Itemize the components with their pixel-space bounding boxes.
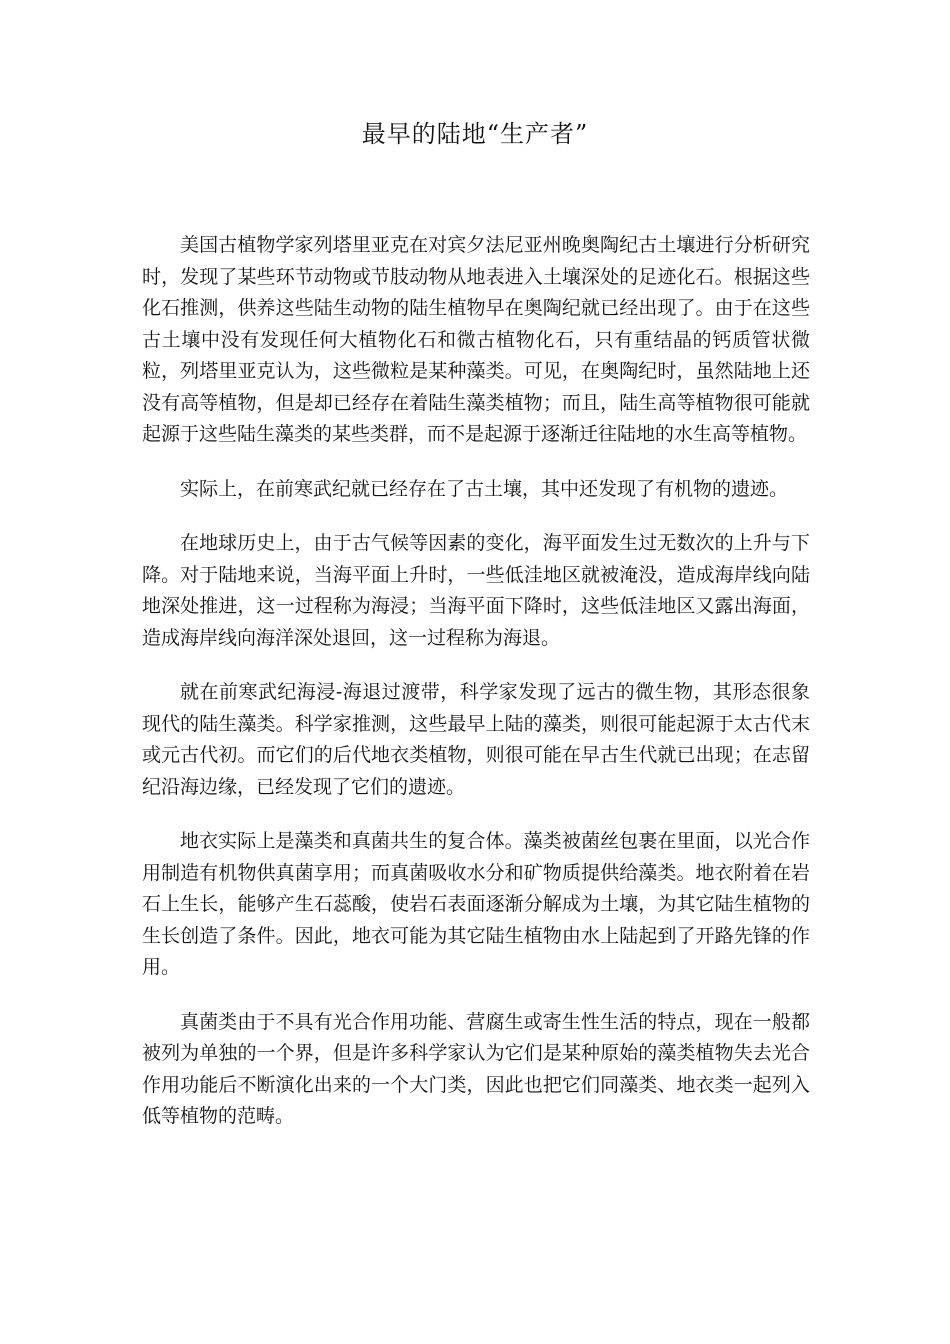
paragraph-6: 真菌类由于不具有光合作用功能、营腐生或寄生性生活的特点，现在一般都被列为单独的一个界，但是许多科学家认为它们是某种原始的藻类植物失去光合作用功能后不断演化出来的一个大门类，因此也把它们同藻类、地衣类一起列入低等植物的范畴。: [142, 1010, 810, 1127]
paragraph-1: 美国古植物学家列塔里亚克在对宾夕法尼亚州晚奥陶纪古土壤进行分析研究时，发现了某些环节动物或节肢动物从地表进入土壤深处的足迹化石。根据这些化石推测，供养这些陆生动物的陆生植物早在奥陶纪就已经出现了。由于在这些古土壤中没有发现任何大植物化石和微古植物化石，只有重结晶的钙质管状微粒，列塔里亚克认为，这些微粒是某种藻类。可见，在奥陶纪时，虽然陆地上还没有高等植物，但是却已经存在着陆生藻类植物；而且，陆生高等植物很可能就起源于这些陆生藻类的某些类群，而不是起源于逐渐迁往陆地的水生高等植物。: [142, 234, 810, 445]
paragraph-4: 就在前寒武纪海浸-海退过渡带，科学家发现了远古的微生物，其形态很象现代的陆生藻类。科学家推测，这些最早上陆的藻类，则很可能起源于太古代末或元古代初。而它们的后代地衣类植物，则很可能在早古生代就已出现；在志留纪沿海边缘，已经发现了它们的遗迹。: [142, 681, 810, 798]
article-body: [142, 230, 810, 1156]
paragraph-5: 地衣实际上是藻类和真菌共生的复合体。藻类被菌丝包裹在里面，以光合作用制造有机物供真菌享用；而真菌吸收水分和矿物质提供给藻类。地衣附着在岩石上生长，能够产生石蕊酸，使岩石表面逐渐分解成为土壤，为其它陆生植物的生长创造了条件。因此，地衣可能为其它陆生植物由水上陆起到了开路先锋的作用。: [142, 830, 810, 978]
page-title: 最早的陆地“生产者”: [361, 120, 589, 148]
paragraph-3: 在地球历史上，由于古气候等因素的变化，海平面发生过无数次的上升与下降。对于陆地来说，当海平面上升时，一些低洼地区就被淹没，造成海岸线向陆地深处推进，这一过程称为海浸；当海平面下降时，这些低洼地区又露出海面，造成海岸线向海洋深处退回，这一过程称为海退。: [142, 532, 810, 649]
paragraph-2: 实际上，在前寒武纪就已经存在了古土壤，其中还发现了有机物的遗迹。: [180, 477, 789, 500]
